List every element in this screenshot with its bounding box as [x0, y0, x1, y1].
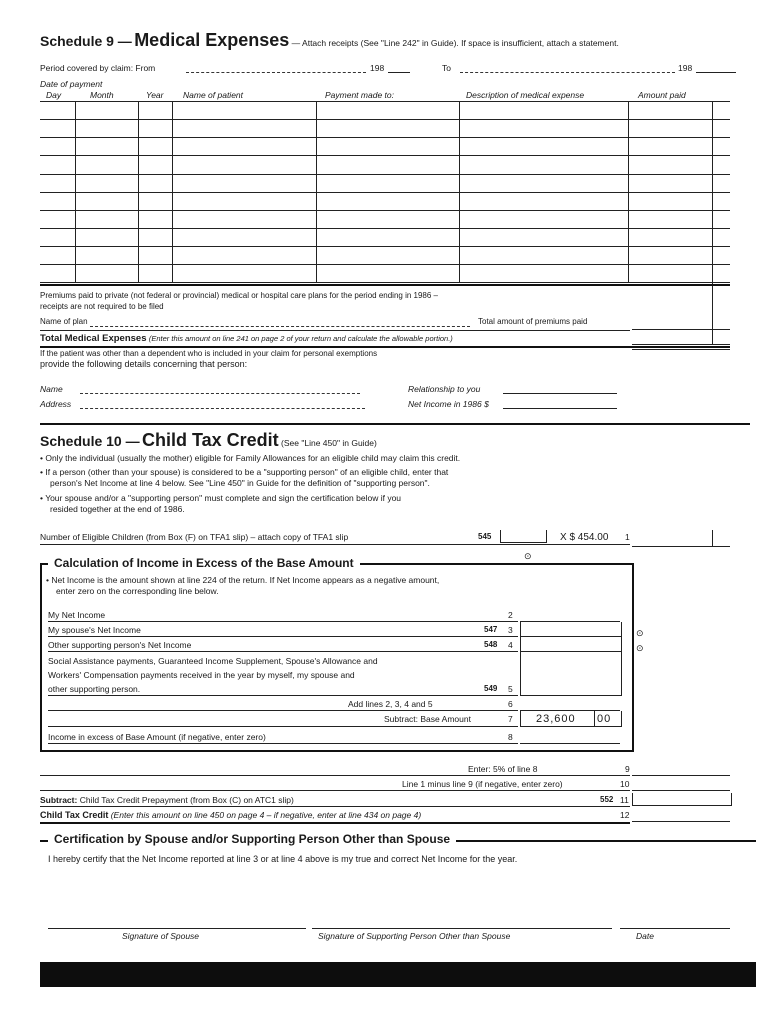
col-patient: Name of patient — [183, 90, 244, 100]
schedule9-title-note: — Attach receipts (See "Line 242" in Guide). If space is insufficient, attach a statement. — [291, 38, 619, 48]
address-field[interactable] — [80, 408, 365, 409]
eligible-children-input[interactable] — [500, 530, 547, 543]
subtract-base-label: Subtract: Base Amount — [384, 714, 471, 724]
eligible-children-text: Number of Eligible Children (from Box (F) on TFA1 slip) – attach copy of TFA1 slip — [40, 532, 349, 542]
subtract-prepayment-bold: Subtract: — [40, 795, 78, 805]
col-month: Month — [90, 90, 114, 100]
schedule10-title-note: (See "Line 450" in Guide) — [281, 438, 377, 448]
line-1-field[interactable] — [632, 546, 730, 547]
spouse-net-income-label: My spouse's Net Income — [48, 625, 141, 635]
calc-note1-text: Net Income is the amount shown at line 224 of the return. If Net Income appears as a negative amount, — [51, 575, 440, 585]
period-year2-field[interactable] — [696, 72, 736, 73]
period-to-label: To — [442, 63, 451, 73]
net-income-1986-label: Net Income in 1986 $ — [408, 399, 489, 409]
col-year: Year — [146, 90, 164, 100]
premiums-line1: Premiums paid to private (not federal or provincial) medical or hospital care plans for the period ending in 1986 – — [40, 291, 438, 300]
certification-title: Certification by Spouse and/or Supporting Person Other than Spouse — [54, 832, 451, 846]
line-4-field[interactable] — [520, 637, 622, 652]
line1-minus-9-label: Line 1 minus line 9 (if negative, enter zero) — [402, 779, 563, 789]
calc-note2: enter zero on the corresponding line below. — [56, 586, 219, 596]
certification-title-wrap — [48, 832, 456, 846]
code-545: 545 — [478, 532, 492, 541]
line-7-number: 7 — [508, 714, 513, 724]
line-6-number: 6 — [508, 699, 513, 709]
line-9-field[interactable] — [632, 775, 730, 776]
bullet2-text-a: If a person (other than your spouse) is considered to be a "supporting person" of an eligible child, enter that — [45, 467, 449, 477]
subtract-prepayment-text: Child Tax Credit Prepayment (from Box (C) on ATC1 slip) — [79, 795, 294, 805]
period-year1: 198 — [370, 63, 385, 73]
income-excess-label — [48, 732, 266, 742]
line-5-field[interactable] — [520, 652, 622, 696]
schedule10-title-main: Child Tax Credit — [141, 430, 279, 450]
line-2-number: 2 — [508, 610, 513, 620]
line-3-field[interactable] — [520, 622, 622, 637]
period-to-field[interactable] — [460, 72, 675, 73]
total-premiums-field[interactable] — [632, 329, 730, 330]
total-medical-expenses-note: (Enter this amount on line 241 on page 2 of your return and calculate the allowable portion.) — [148, 334, 453, 343]
total-medical-expenses-label: Total Medical Expenses — [40, 333, 147, 344]
line-12-number: 12 — [620, 810, 630, 820]
bullet3-text-b: resided together at the end of 1986. — [50, 504, 185, 514]
line-12-field[interactable] — [632, 821, 730, 822]
circle-mark-top: ⊙ — [524, 551, 532, 561]
line-9-number: 9 — [625, 764, 630, 774]
bullet1: • Only the individual (usually the mother) eligible for Family Allowances for an eligible child may claim this credit. — [40, 453, 461, 463]
total-premiums-label: Total amount of premiums paid — [478, 317, 588, 326]
eligible-children-label — [40, 532, 348, 542]
sig-supporting-label: Signature of Supporting Person Other than Spouse — [318, 931, 511, 941]
schedule9-title-prefix: Schedule 9 — — [40, 33, 132, 49]
name-field[interactable] — [80, 393, 360, 394]
period-label: Period covered by claim: From — [40, 63, 156, 73]
name-label: Name — [40, 384, 63, 394]
date-line[interactable] — [620, 928, 730, 929]
bullet2: • If a person (other than your spouse) is considered to be a "supporting person" of an eligible child, enter that — [40, 467, 449, 477]
bullet2-text-b: person's Net Income at line 4 below. See "Line 450" in Guide for the definition of "supporting person". — [50, 478, 430, 488]
child-tax-credit-note: (Enter this amount on line 450 on page 4 – if negative, enter at line 434 on page 4) — [110, 810, 422, 820]
total-medical-expenses-field[interactable] — [632, 344, 730, 345]
code-549: 549 — [484, 684, 498, 693]
line-10-number: 10 — [620, 779, 630, 789]
patient-note1: If the patient was other than a dependent who is included in your claim for personal exemptions — [40, 349, 378, 358]
subtract-prepayment — [40, 795, 294, 805]
period-year2: 198 — [678, 63, 693, 73]
schedule10-title — [40, 430, 377, 451]
base-amount-cents: 00 — [597, 713, 612, 725]
schedule9-title-main: Medical Expenses — [134, 30, 290, 50]
premiums-line2: receipts are not required to be filed — [40, 302, 164, 311]
child-tax-credit-line — [40, 810, 421, 820]
circle-mark-3: ⊙ — [636, 628, 644, 638]
my-net-income-label: My Net Income — [48, 610, 106, 620]
date-of-payment-label: Date of payment — [40, 79, 103, 89]
bottom-black-bar — [40, 962, 756, 987]
col-payee: Payment made to: — [325, 90, 394, 100]
line-11-field[interactable] — [632, 793, 732, 806]
address-label: Address — [40, 399, 72, 409]
col-amount: Amount paid — [638, 90, 686, 100]
name-of-plan-field[interactable] — [90, 326, 470, 327]
line-3-number: 3 — [508, 625, 513, 635]
spouse-signature-line[interactable] — [48, 928, 306, 929]
line-5-number: 5 — [508, 684, 513, 694]
net-income-1986-field[interactable] — [503, 408, 617, 409]
period-year1-field[interactable] — [388, 72, 410, 73]
line-4-number: 4 — [508, 640, 513, 650]
period-from-field[interactable] — [186, 72, 366, 73]
enter-5pct-label: Enter: 5% of line 8 — [468, 764, 538, 774]
line-1-number: 1 — [625, 532, 630, 542]
bullet1-text: Only the individual (usually the mother) eligible for Family Allowances for an eligible child may claim this credit. — [45, 453, 461, 463]
line-8-field[interactable] — [520, 743, 620, 744]
total-medical-expenses — [40, 333, 453, 344]
relationship-label: Relationship to you — [408, 384, 481, 394]
relationship-field[interactable] — [503, 393, 617, 394]
social-a: Social Assistance payments, Guaranteed Income Supplement, Spouse's Allowance and — [48, 656, 378, 666]
calc-title: Calculation of Income in Excess of the Base Amount — [54, 556, 354, 570]
other-supporting-label: Other supporting person's Net Income — [48, 640, 192, 650]
date-label: Date — [636, 931, 654, 941]
code-552: 552 — [600, 795, 614, 804]
base-amount-dollars: 23,600 — [536, 713, 576, 725]
line-8-number: 8 — [508, 732, 513, 742]
calc-title-wrap — [48, 556, 360, 570]
schedule9-title — [40, 30, 619, 51]
name-of-plan-label: Name of plan — [40, 317, 88, 326]
add-lines-label: Add lines 2, 3, 4 and 5 — [348, 699, 433, 709]
social-c: other supporting person. — [48, 684, 141, 694]
calc-note1: • Net Income is the amount shown at line 224 of the return. If Net Income appears as a negative amount, — [46, 575, 440, 585]
col-description: Description of medical expense — [466, 90, 585, 100]
schedule10-title-prefix: Schedule 10 — — [40, 433, 140, 449]
bullet3-text-a: Your spouse and/or a "supporting person" must complete and sign the certification below if you — [45, 493, 402, 503]
code-548: 548 — [484, 640, 498, 649]
patient-note2: provide the following details concerning that person: — [40, 359, 248, 369]
circle-mark-4: ⊙ — [636, 643, 644, 653]
social-b: Workers' Compensation payments received in the year by myself, my spouse and — [48, 670, 355, 680]
line-7-field — [520, 711, 622, 727]
line-10-field[interactable] — [632, 790, 730, 791]
line-11-number: 11 — [620, 795, 629, 805]
col-day: Day — [46, 90, 62, 100]
income-excess-text: Income in excess of Base Amount (if negative, enter zero) — [48, 732, 266, 742]
multiplier: X $ 454.00 — [560, 532, 609, 543]
sig-spouse-label: Signature of Spouse — [122, 931, 200, 941]
supporting-signature-line[interactable] — [312, 928, 612, 929]
certification-text: I hereby certify that the Net Income reported at line 3 or at line 4 above is my true and correct Net Income for the year. — [48, 854, 518, 864]
child-tax-credit-bold: Child Tax Credit — [40, 810, 109, 820]
bullet3: • Your spouse and/or a "supporting person" must complete and sign the certification below if you — [40, 493, 402, 503]
code-547: 547 — [484, 625, 498, 634]
